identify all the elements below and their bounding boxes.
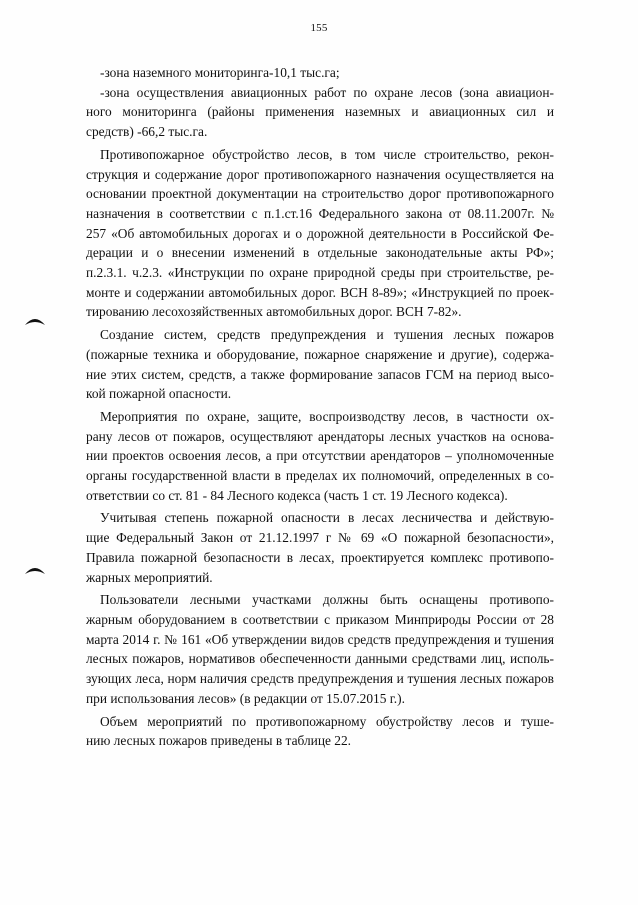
text-line: марта 2014 г. № 161 «Об утверждении видов средств предупреждения и тушения — [86, 631, 554, 647]
text-line: ного мониторинга (районы применения наземных и авиационных сил и — [86, 104, 554, 120]
text-line: кой пожарной опасности. — [86, 386, 232, 402]
text-line: Учитывая степень пожарной опасности в лесах лесничества и действую- — [100, 510, 554, 526]
text-line: лесных пожаров, нормативов обеспеченности данными средствами лиц, исполь- — [86, 651, 554, 667]
text-line: монте и содержании автомобильных дорог. ВСН 8-89»; «Инструкцией по проек- — [86, 284, 554, 300]
text-line: Противопожарное обустройство лесов, в том числе строительство, рекон- — [100, 146, 554, 162]
text-line: при использования лесов» (в редакции от 15.07.2015 г.). — [86, 690, 405, 706]
document-body — [86, 63, 554, 751]
paragraph — [86, 508, 554, 587]
binder-hole-mark-top — [24, 316, 46, 326]
text-line: Мероприятия по охране, защите, воспроизводству лесов, в частности ох- — [100, 408, 554, 424]
text-line: жарных мероприятий. — [86, 569, 213, 585]
text-line: нии проектов освоения лесов, а при отсутствии арендаторов – уполномоченные — [86, 448, 554, 464]
text-line: дерации и о внесении изменений в отдельные законодательные акты РФ»; — [86, 245, 554, 261]
text-line: 257 «Об автомобильных дорогах и о дорожной деятельности в Российской Фе- — [86, 225, 554, 241]
text-line: щие Федеральный Закон от 21.12.1997 г № 69 «О пожарной безопасности», — [86, 530, 554, 546]
text-line: -зона осуществления авиационных работ по охране лесов (зона авиацион- — [100, 84, 554, 100]
text-line: струкция и содержание дорог противопожарного назначения осуществляется на — [86, 166, 554, 182]
text-line: -зона наземного мониторинга-10,1 тыс.га; — [100, 65, 340, 80]
binder-hole-mark-bottom — [24, 565, 46, 575]
paragraph — [86, 83, 554, 142]
paragraph — [86, 712, 554, 751]
text-line: п.2.3.1. ч.2.3. «Инструкции по охране природной среды при строительстве, ре- — [86, 265, 554, 281]
text-line: тированию лесохозяйственных автомобильных дорог. ВСН 7-82». — [86, 304, 462, 320]
paragraph — [86, 325, 554, 404]
text-line: ние этих систем, средств, а также формирование запасов ГСМ на период высо- — [86, 366, 554, 382]
text-line: жарным оборудованием в соответствии с приказом Минприроды России от 28 — [86, 611, 554, 627]
text-line: средств) -66,2 тыс.га. — [86, 124, 208, 140]
text-line: назначения в соответствии с п.1.ст.16 Федерального закона от 08.11.2007г. № — [86, 205, 554, 221]
text-line: Правила пожарной безопасности в лесах, проектируется комплекс противопо- — [86, 549, 554, 565]
page-number: 155 — [310, 22, 328, 34]
text-line: рану лесов от пожаров, осуществляют арендаторы лесных участков на основа- — [86, 428, 554, 444]
paragraph — [86, 590, 554, 708]
text-line: основании проектной документации на строительство дорог противопожарного — [86, 186, 554, 202]
text-line: (пожарные техника и оборудование, пожарное снаряжение и другие), содержа- — [86, 346, 554, 362]
text-line: зующих леса, норм наличия средств предупреждения и тушения лесных пожаров — [86, 671, 554, 687]
text-line: органы государственной власти в пределах их полномочий, определенных в со- — [86, 468, 554, 484]
paragraph — [86, 407, 554, 506]
text-line: Объем мероприятий по противопожарному обустройству лесов и туше- — [100, 713, 554, 729]
text-line: ответствии со ст. 81 - 84 Лесного кодекса (часть 1 ст. 19 Лесного кодекса). — [86, 487, 508, 503]
text-line: Пользователи лесными участками должны быть оснащены противопо- — [100, 592, 554, 608]
text-line: Создание систем, средств предупреждения и тушения лесных пожаров — [100, 327, 554, 343]
paragraph — [86, 63, 554, 83]
paragraph — [86, 145, 554, 322]
text-line: нию лесных пожаров приведены в таблице 22. — [86, 733, 352, 749]
